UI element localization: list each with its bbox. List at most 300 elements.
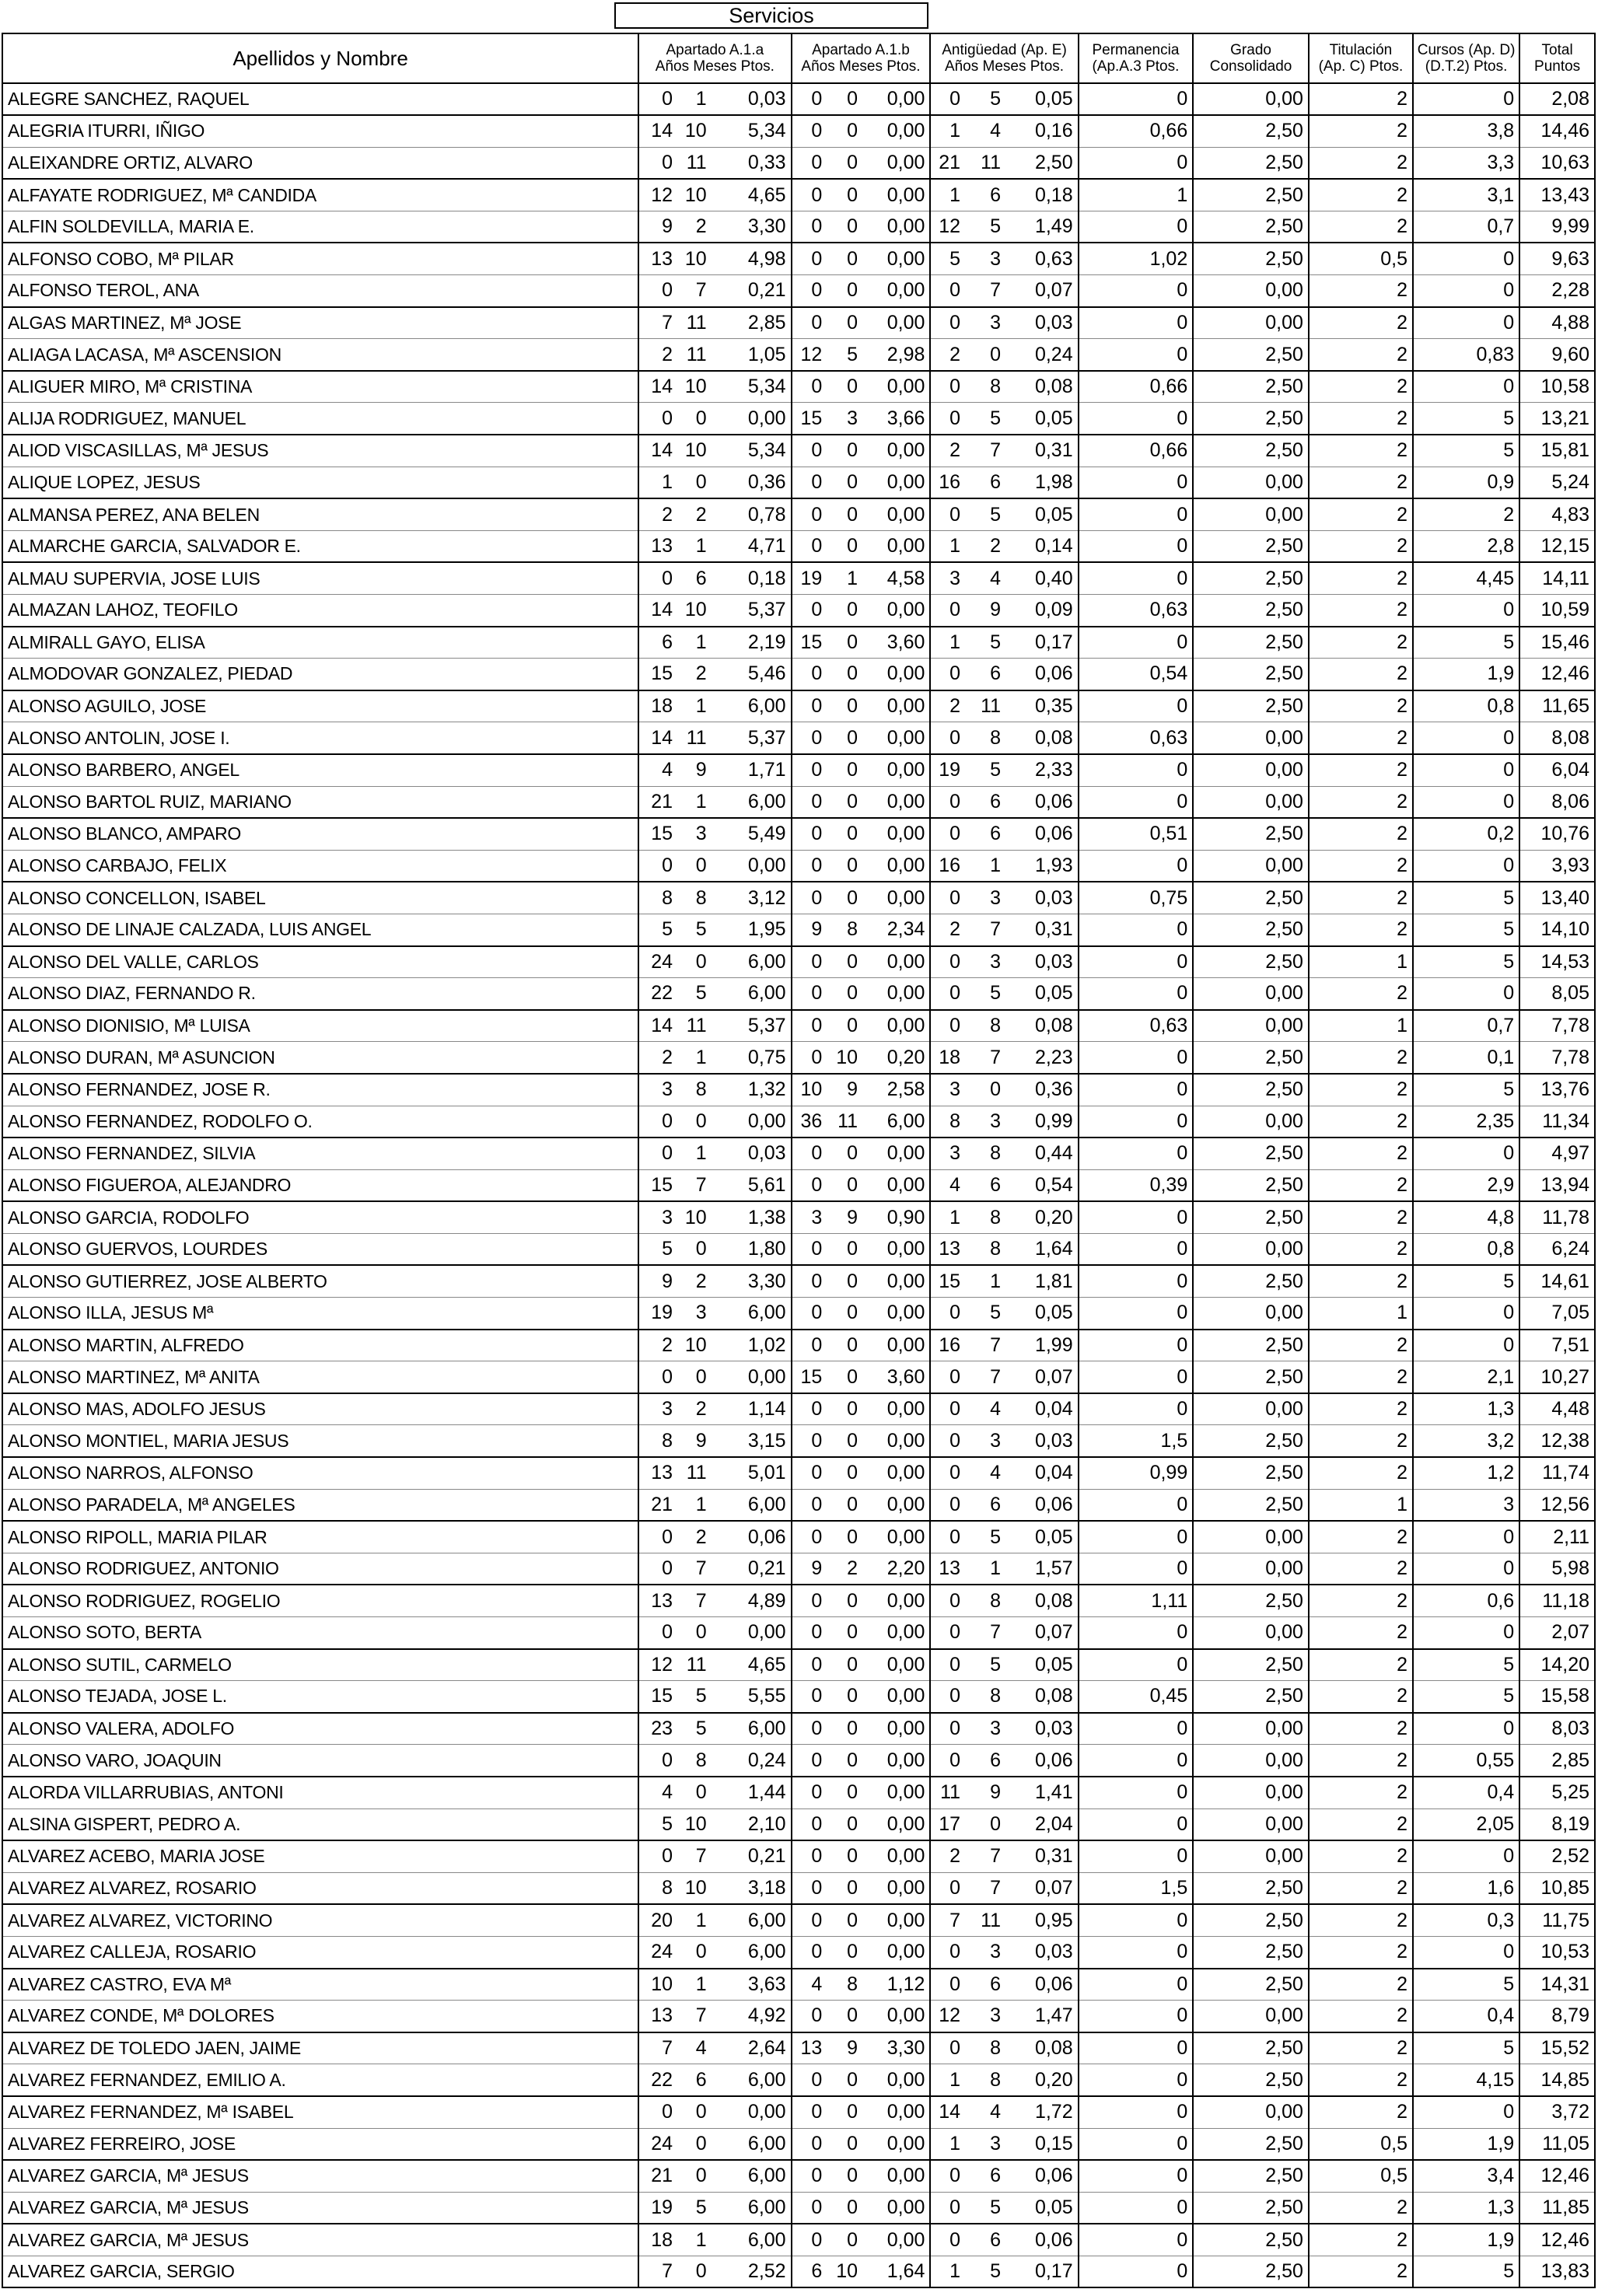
cell-a1b-months: 2 xyxy=(827,1553,862,1585)
cell-a1a-months: 7 xyxy=(677,1585,712,1616)
cell-a1b-years: 13 xyxy=(792,2032,827,2064)
cell-a1a-months: 10 xyxy=(677,1872,712,1904)
cell-grado: 0,00 xyxy=(1193,1617,1309,1649)
cell-a1b-points: 0,00 xyxy=(862,786,930,818)
cell-a1a-months: 3 xyxy=(677,818,712,850)
cell-ant-years: 12 xyxy=(930,2001,965,2032)
cell-ant-points: 0,44 xyxy=(1005,1138,1079,1169)
column-header-permanencia xyxy=(1079,33,1194,83)
cell-grado: 2,50 xyxy=(1193,2032,1309,2064)
table-row xyxy=(2,914,1595,945)
cell-a1a-months: 11 xyxy=(677,1010,712,1042)
cell-ant-months: 3 xyxy=(965,2128,1005,2160)
cell-total: 13,40 xyxy=(1519,882,1595,914)
cell-total: 13,83 xyxy=(1519,2256,1595,2287)
cell-ant-points: 1,64 xyxy=(1005,1233,1079,1265)
cell-a1b-points: 0,00 xyxy=(862,1010,930,1042)
cell-a1a-years: 2 xyxy=(638,498,677,530)
table-row xyxy=(2,435,1595,467)
cell-grado: 2,50 xyxy=(1193,1936,1309,1968)
cell-name: ALONSO FIGUEROA, ALEJANDRO xyxy=(2,1169,638,1201)
cell-total: 10,27 xyxy=(1519,1361,1595,1393)
table-row xyxy=(2,1201,1595,1233)
cell-a1b-points: 0,90 xyxy=(862,1201,930,1233)
header-line: (D.T.2) Ptos. xyxy=(1425,58,1508,75)
header-line: Total xyxy=(1541,42,1573,58)
table-row xyxy=(2,2256,1595,2287)
cell-a1a-months: 0 xyxy=(677,1361,712,1393)
cell-grado: 0,00 xyxy=(1193,850,1309,882)
cell-a1a-years: 18 xyxy=(638,2224,677,2256)
cell-a1a-years: 7 xyxy=(638,2256,677,2287)
cell-name: ALONSO ANTOLIN, JOSE I. xyxy=(2,722,638,754)
cell-ant-points: 0,17 xyxy=(1005,627,1079,659)
table-row xyxy=(2,595,1595,627)
cell-ant-months: 6 xyxy=(965,659,1005,690)
cell-a1b-points: 0,00 xyxy=(862,946,930,978)
cell-name: ALONSO AGUILO, JOSE xyxy=(2,690,638,722)
cell-grado: 2,50 xyxy=(1193,1457,1309,1489)
table-row xyxy=(2,1585,1595,1616)
cell-a1b-months: 0 xyxy=(827,2096,862,2128)
table-row xyxy=(2,275,1595,307)
cell-a1b-months: 0 xyxy=(827,850,862,882)
cell-permanencia: 0 xyxy=(1079,1521,1194,1553)
cell-a1b-months: 8 xyxy=(827,1969,862,2001)
cell-a1a-years: 2 xyxy=(638,339,677,371)
cell-ant-points: 0,05 xyxy=(1005,1649,1079,1681)
cell-cursos: 0 xyxy=(1413,275,1519,307)
cell-ant-months: 3 xyxy=(965,1106,1005,1138)
cell-a1a-points: 4,65 xyxy=(712,179,792,211)
table-row xyxy=(2,498,1595,530)
cell-ant-months: 11 xyxy=(965,1904,1005,1936)
table-row xyxy=(2,1808,1595,1840)
cell-ant-points: 0,04 xyxy=(1005,1393,1079,1425)
cell-a1a-years: 0 xyxy=(638,562,677,594)
cell-total: 13,76 xyxy=(1519,1074,1595,1106)
cell-ant-years: 0 xyxy=(930,786,965,818)
cell-cursos: 0 xyxy=(1413,850,1519,882)
cell-a1b-years: 0 xyxy=(792,2096,827,2128)
cell-permanencia: 0,66 xyxy=(1079,371,1194,403)
cell-name: ALIQUE LOPEZ, JESUS xyxy=(2,467,638,498)
cell-ant-points: 0,07 xyxy=(1005,275,1079,307)
cell-permanencia: 0,51 xyxy=(1079,818,1194,850)
cell-a1b-months: 0 xyxy=(827,1233,862,1265)
cell-permanencia: 0 xyxy=(1079,211,1194,243)
cell-grado: 2,50 xyxy=(1193,1330,1309,1361)
cell-ant-months: 5 xyxy=(965,403,1005,435)
cell-a1a-months: 0 xyxy=(677,946,712,978)
cell-total: 5,25 xyxy=(1519,1777,1595,1808)
cell-titulacion: 2 xyxy=(1309,147,1413,179)
cell-total: 9,60 xyxy=(1519,339,1595,371)
cell-a1a-points: 1,95 xyxy=(712,914,792,945)
cell-cursos: 0 xyxy=(1413,595,1519,627)
cell-grado: 0,00 xyxy=(1193,1745,1309,1777)
cell-ant-years: 1 xyxy=(930,1201,965,1233)
cell-ant-years: 2 xyxy=(930,914,965,945)
cell-titulacion: 2 xyxy=(1309,211,1413,243)
cell-ant-points: 0,08 xyxy=(1005,722,1079,754)
table-row xyxy=(2,659,1595,690)
cell-a1a-months: 0 xyxy=(677,2160,712,2192)
cell-titulacion: 2 xyxy=(1309,2192,1413,2224)
cell-permanencia: 0 xyxy=(1079,1904,1194,1936)
cell-a1b-points: 0,00 xyxy=(862,1840,930,1872)
cell-a1a-years: 14 xyxy=(638,595,677,627)
cell-a1a-years: 0 xyxy=(638,1106,677,1138)
cell-titulacion: 1 xyxy=(1309,1489,1413,1521)
cell-cursos: 1,9 xyxy=(1413,659,1519,690)
cell-grado: 2,50 xyxy=(1193,115,1309,147)
cell-a1b-years: 0 xyxy=(792,1713,827,1745)
cell-cursos: 5 xyxy=(1413,882,1519,914)
cell-titulacion: 2 xyxy=(1309,2224,1413,2256)
cell-a1a-years: 8 xyxy=(638,882,677,914)
cell-permanencia: 0 xyxy=(1079,2001,1194,2032)
cell-ant-years: 2 xyxy=(930,690,965,722)
table-row xyxy=(2,1393,1595,1425)
cell-a1b-months: 9 xyxy=(827,1201,862,1233)
cell-ant-points: 0,03 xyxy=(1005,307,1079,339)
cell-titulacion: 2 xyxy=(1309,83,1413,115)
cell-a1a-months: 3 xyxy=(677,1298,712,1330)
cell-a1a-months: 7 xyxy=(677,275,712,307)
cell-permanencia: 0 xyxy=(1079,2160,1194,2192)
cell-ant-months: 6 xyxy=(965,1745,1005,1777)
cell-ant-years: 0 xyxy=(930,978,965,1010)
table-header-row xyxy=(2,33,1595,83)
cell-grado: 2,50 xyxy=(1193,2192,1309,2224)
cell-ant-months: 8 xyxy=(965,371,1005,403)
cell-a1b-months: 0 xyxy=(827,147,862,179)
cell-a1a-months: 5 xyxy=(677,1713,712,1745)
cell-permanencia: 0 xyxy=(1079,1808,1194,1840)
cell-permanencia: 0 xyxy=(1079,1745,1194,1777)
cell-ant-years: 16 xyxy=(930,850,965,882)
cell-name: ALONSO FERNANDEZ, RODOLFO O. xyxy=(2,1106,638,1138)
cell-ant-points: 0,06 xyxy=(1005,1745,1079,1777)
cell-ant-points: 2,23 xyxy=(1005,1042,1079,1074)
cell-grado: 0,00 xyxy=(1193,467,1309,498)
cell-a1b-months: 0 xyxy=(827,946,862,978)
cell-name: ALMIRALL GAYO, ELISA xyxy=(2,627,638,659)
cell-ant-points: 0,06 xyxy=(1005,659,1079,690)
cell-titulacion: 2 xyxy=(1309,1840,1413,1872)
cell-cursos: 5 xyxy=(1413,1265,1519,1297)
cell-ant-months: 5 xyxy=(965,1521,1005,1553)
cell-ant-points: 0,08 xyxy=(1005,1681,1079,1713)
cell-ant-months: 11 xyxy=(965,147,1005,179)
cell-a1a-years: 0 xyxy=(638,1361,677,1393)
cell-a1a-points: 6,00 xyxy=(712,786,792,818)
cell-titulacion: 2 xyxy=(1309,786,1413,818)
cell-titulacion: 2 xyxy=(1309,1521,1413,1553)
cell-a1a-months: 6 xyxy=(677,562,712,594)
cell-a1a-months: 7 xyxy=(677,1169,712,1201)
cell-cursos: 0,8 xyxy=(1413,690,1519,722)
cell-a1b-months: 0 xyxy=(827,1649,862,1681)
cell-a1b-months: 0 xyxy=(827,690,862,722)
cell-titulacion: 2 xyxy=(1309,1808,1413,1840)
cell-a1b-months: 0 xyxy=(827,371,862,403)
cell-a1a-points: 5,37 xyxy=(712,1010,792,1042)
table-row xyxy=(2,115,1595,147)
cell-name: ALONSO VARO, JOAQUIN xyxy=(2,1745,638,1777)
cell-a1a-years: 19 xyxy=(638,1298,677,1330)
cell-ant-points: 2,50 xyxy=(1005,147,1079,179)
cell-grado: 2,50 xyxy=(1193,882,1309,914)
cell-ant-months: 7 xyxy=(965,1617,1005,1649)
cell-a1b-months: 10 xyxy=(827,1042,862,1074)
cell-permanencia: 0 xyxy=(1079,403,1194,435)
cell-ant-months: 3 xyxy=(965,2001,1005,2032)
cell-a1b-points: 3,30 xyxy=(862,2032,930,2064)
cell-ant-months: 7 xyxy=(965,1840,1005,1872)
cell-a1a-points: 3,30 xyxy=(712,211,792,243)
cell-a1a-months: 5 xyxy=(677,1681,712,1713)
cell-a1a-months: 6 xyxy=(677,2064,712,2096)
cell-total: 6,24 xyxy=(1519,1233,1595,1265)
cell-ant-years: 0 xyxy=(930,498,965,530)
cell-a1b-points: 0,00 xyxy=(862,1777,930,1808)
cell-ant-months: 4 xyxy=(965,1393,1005,1425)
cell-ant-points: 1,72 xyxy=(1005,2096,1079,2128)
cell-a1b-points: 1,12 xyxy=(862,1969,930,2001)
cell-ant-points: 0,05 xyxy=(1005,83,1079,115)
cell-a1a-months: 0 xyxy=(677,467,712,498)
cell-titulacion: 2 xyxy=(1309,754,1413,786)
cell-a1a-months: 10 xyxy=(677,1330,712,1361)
cell-titulacion: 2 xyxy=(1309,1201,1413,1233)
cell-permanencia: 0 xyxy=(1079,2096,1194,2128)
cell-ant-months: 3 xyxy=(965,1936,1005,1968)
cell-ant-points: 0,05 xyxy=(1005,2192,1079,2224)
cell-cursos: 1,2 xyxy=(1413,1457,1519,1489)
cell-ant-points: 2,04 xyxy=(1005,1808,1079,1840)
cell-titulacion: 2 xyxy=(1309,275,1413,307)
cell-a1a-points: 1,44 xyxy=(712,1777,792,1808)
cell-ant-months: 6 xyxy=(965,818,1005,850)
cell-a1a-years: 9 xyxy=(638,1265,677,1297)
cell-total: 8,03 xyxy=(1519,1713,1595,1745)
cell-name: ALIOD VISCASILLAS, Mª JESUS xyxy=(2,435,638,467)
cell-a1a-points: 6,00 xyxy=(712,1298,792,1330)
cell-name: ALONSO PARADELA, Mª ANGELES xyxy=(2,1489,638,1521)
cell-grado: 0,00 xyxy=(1193,1521,1309,1553)
cell-ant-points: 0,03 xyxy=(1005,882,1079,914)
cell-a1a-months: 10 xyxy=(677,243,712,274)
cell-cursos: 3,1 xyxy=(1413,179,1519,211)
cell-ant-points: 0,17 xyxy=(1005,2256,1079,2287)
cell-ant-points: 0,40 xyxy=(1005,562,1079,594)
cell-ant-points: 1,93 xyxy=(1005,850,1079,882)
cell-a1b-months: 0 xyxy=(827,1713,862,1745)
cell-a1b-years: 0 xyxy=(792,498,827,530)
cell-a1a-points: 6,00 xyxy=(712,1489,792,1521)
cell-permanencia: 0 xyxy=(1079,690,1194,722)
cell-a1a-months: 1 xyxy=(677,1042,712,1074)
cell-titulacion: 2 xyxy=(1309,1265,1413,1297)
table-row xyxy=(2,307,1595,339)
cell-a1b-points: 0,00 xyxy=(862,818,930,850)
cell-total: 7,51 xyxy=(1519,1330,1595,1361)
cell-a1b-months: 0 xyxy=(827,627,862,659)
cell-a1a-points: 5,01 xyxy=(712,1457,792,1489)
cell-titulacion: 2 xyxy=(1309,1330,1413,1361)
cell-a1a-years: 0 xyxy=(638,147,677,179)
cell-a1b-points: 2,20 xyxy=(862,1553,930,1585)
cell-name: ALONSO GARCIA, RODOLFO xyxy=(2,1201,638,1233)
cell-name: ALONSO DIONISIO, Mª LUISA xyxy=(2,1010,638,1042)
cell-ant-years: 21 xyxy=(930,147,965,179)
cell-a1a-years: 14 xyxy=(638,435,677,467)
cell-ant-points: 0,20 xyxy=(1005,1201,1079,1233)
cell-a1b-years: 0 xyxy=(792,2128,827,2160)
cell-total: 14,85 xyxy=(1519,2064,1595,2096)
cell-a1b-years: 0 xyxy=(792,1138,827,1169)
cell-permanencia: 0 xyxy=(1079,1649,1194,1681)
cell-a1b-months: 0 xyxy=(827,243,862,274)
cell-total: 2,07 xyxy=(1519,1617,1595,1649)
cell-a1b-points: 0,00 xyxy=(862,179,930,211)
cell-ant-months: 3 xyxy=(965,946,1005,978)
cell-titulacion: 2 xyxy=(1309,627,1413,659)
cell-name: ALMODOVAR GONZALEZ, PIEDAD xyxy=(2,659,638,690)
cell-a1b-years: 0 xyxy=(792,243,827,274)
cell-total: 12,46 xyxy=(1519,659,1595,690)
cell-a1b-points: 0,00 xyxy=(862,275,930,307)
cell-a1b-years: 0 xyxy=(792,2064,827,2096)
cell-cursos: 5 xyxy=(1413,1681,1519,1713)
cell-a1a-months: 1 xyxy=(677,1969,712,2001)
cell-grado: 0,00 xyxy=(1193,1777,1309,1808)
cell-total: 10,58 xyxy=(1519,371,1595,403)
cell-a1a-months: 1 xyxy=(677,627,712,659)
cell-grado: 2,50 xyxy=(1193,1681,1309,1713)
table-row xyxy=(2,1265,1595,1297)
cell-total: 4,97 xyxy=(1519,1138,1595,1169)
cell-a1b-points: 0,00 xyxy=(862,850,930,882)
cell-cursos: 3 xyxy=(1413,1489,1519,1521)
cell-a1b-points: 0,00 xyxy=(862,530,930,562)
cell-name: ALMAZAN LAHOZ, TEOFILO xyxy=(2,595,638,627)
cell-grado: 2,50 xyxy=(1193,659,1309,690)
cell-a1a-months: 2 xyxy=(677,659,712,690)
cell-a1b-points: 0,00 xyxy=(862,498,930,530)
cell-name: ALORDA VILLARRUBIAS, ANTONI xyxy=(2,1777,638,1808)
cell-titulacion: 2 xyxy=(1309,1936,1413,1968)
cell-cursos: 0,9 xyxy=(1413,467,1519,498)
cell-cursos: 0,6 xyxy=(1413,1585,1519,1616)
cell-total: 9,63 xyxy=(1519,243,1595,274)
cell-a1a-points: 6,00 xyxy=(712,2224,792,2256)
cell-name: ALVAREZ GARCIA, Mª JESUS xyxy=(2,2192,638,2224)
cell-a1b-months: 0 xyxy=(827,1840,862,1872)
cell-titulacion: 2 xyxy=(1309,339,1413,371)
cell-ant-months: 8 xyxy=(965,722,1005,754)
cell-a1b-months: 0 xyxy=(827,1265,862,1297)
cell-a1b-points: 0,00 xyxy=(862,1872,930,1904)
cell-cursos: 5 xyxy=(1413,2032,1519,2064)
table-row xyxy=(2,1649,1595,1681)
cell-titulacion: 2 xyxy=(1309,2032,1413,2064)
cell-cursos: 0 xyxy=(1413,1298,1519,1330)
cell-a1a-years: 14 xyxy=(638,1010,677,1042)
cell-name: ALONSO BLANCO, AMPARO xyxy=(2,818,638,850)
column-header-titulacion xyxy=(1309,33,1413,83)
header-line: Titulación xyxy=(1329,42,1393,58)
cell-a1a-months: 1 xyxy=(677,530,712,562)
cell-cursos: 5 xyxy=(1413,403,1519,435)
cell-a1a-points: 2,85 xyxy=(712,307,792,339)
cell-a1b-points: 0,00 xyxy=(862,1233,930,1265)
cell-grado: 2,50 xyxy=(1193,147,1309,179)
cell-a1a-points: 0,03 xyxy=(712,1138,792,1169)
cell-a1a-years: 14 xyxy=(638,371,677,403)
cell-a1a-years: 14 xyxy=(638,722,677,754)
table-row xyxy=(2,1840,1595,1872)
cell-total: 4,48 xyxy=(1519,1393,1595,1425)
cell-ant-months: 3 xyxy=(965,882,1005,914)
cell-a1a-years: 12 xyxy=(638,1649,677,1681)
cell-name: ALFAYATE RODRIGUEZ, Mª CANDIDA xyxy=(2,179,638,211)
cell-a1a-points: 0,21 xyxy=(712,1840,792,1872)
cell-ant-points: 0,03 xyxy=(1005,1425,1079,1457)
cell-a1a-months: 1 xyxy=(677,1904,712,1936)
cell-ant-points: 0,06 xyxy=(1005,1489,1079,1521)
cell-a1b-months: 0 xyxy=(827,467,862,498)
table-row xyxy=(2,2032,1595,2064)
cell-a1b-years: 0 xyxy=(792,307,827,339)
cell-grado: 0,00 xyxy=(1193,1106,1309,1138)
cell-ant-years: 5 xyxy=(930,243,965,274)
cell-cursos: 0,7 xyxy=(1413,211,1519,243)
cell-a1a-years: 15 xyxy=(638,1169,677,1201)
cell-a1b-points: 0,00 xyxy=(862,1457,930,1489)
cell-cursos: 3,2 xyxy=(1413,1425,1519,1457)
table-row xyxy=(2,1617,1595,1649)
cell-ant-months: 5 xyxy=(965,1298,1005,1330)
cell-cursos: 0 xyxy=(1413,83,1519,115)
cell-cursos: 0,55 xyxy=(1413,1745,1519,1777)
cell-ant-years: 0 xyxy=(930,722,965,754)
cell-a1b-points: 0,00 xyxy=(862,1808,930,1840)
cell-a1b-years: 0 xyxy=(792,147,827,179)
cell-ant-months: 7 xyxy=(965,275,1005,307)
cell-name: ALVAREZ ALVAREZ, VICTORINO xyxy=(2,1904,638,1936)
cell-a1b-months: 9 xyxy=(827,2032,862,2064)
cell-permanencia: 0 xyxy=(1079,1361,1194,1393)
header-line: (Ap. C) Ptos. xyxy=(1318,58,1404,75)
cell-grado: 2,50 xyxy=(1193,627,1309,659)
cell-titulacion: 1 xyxy=(1309,946,1413,978)
cell-total: 14,46 xyxy=(1519,115,1595,147)
cell-grado: 0,00 xyxy=(1193,1713,1309,1745)
table-row xyxy=(2,1553,1595,1585)
cell-ant-months: 6 xyxy=(965,2160,1005,2192)
cell-a1a-points: 0,21 xyxy=(712,1553,792,1585)
cell-a1b-points: 0,00 xyxy=(862,595,930,627)
cell-name: ALONSO MONTIEL, MARIA JESUS xyxy=(2,1425,638,1457)
cell-a1a-years: 12 xyxy=(638,179,677,211)
cell-name: ALSINA GISPERT, PEDRO A. xyxy=(2,1808,638,1840)
cell-a1a-months: 1 xyxy=(677,1138,712,1169)
cell-a1a-years: 24 xyxy=(638,1936,677,1968)
cell-name: ALVAREZ CALLEJA, ROSARIO xyxy=(2,1936,638,1968)
